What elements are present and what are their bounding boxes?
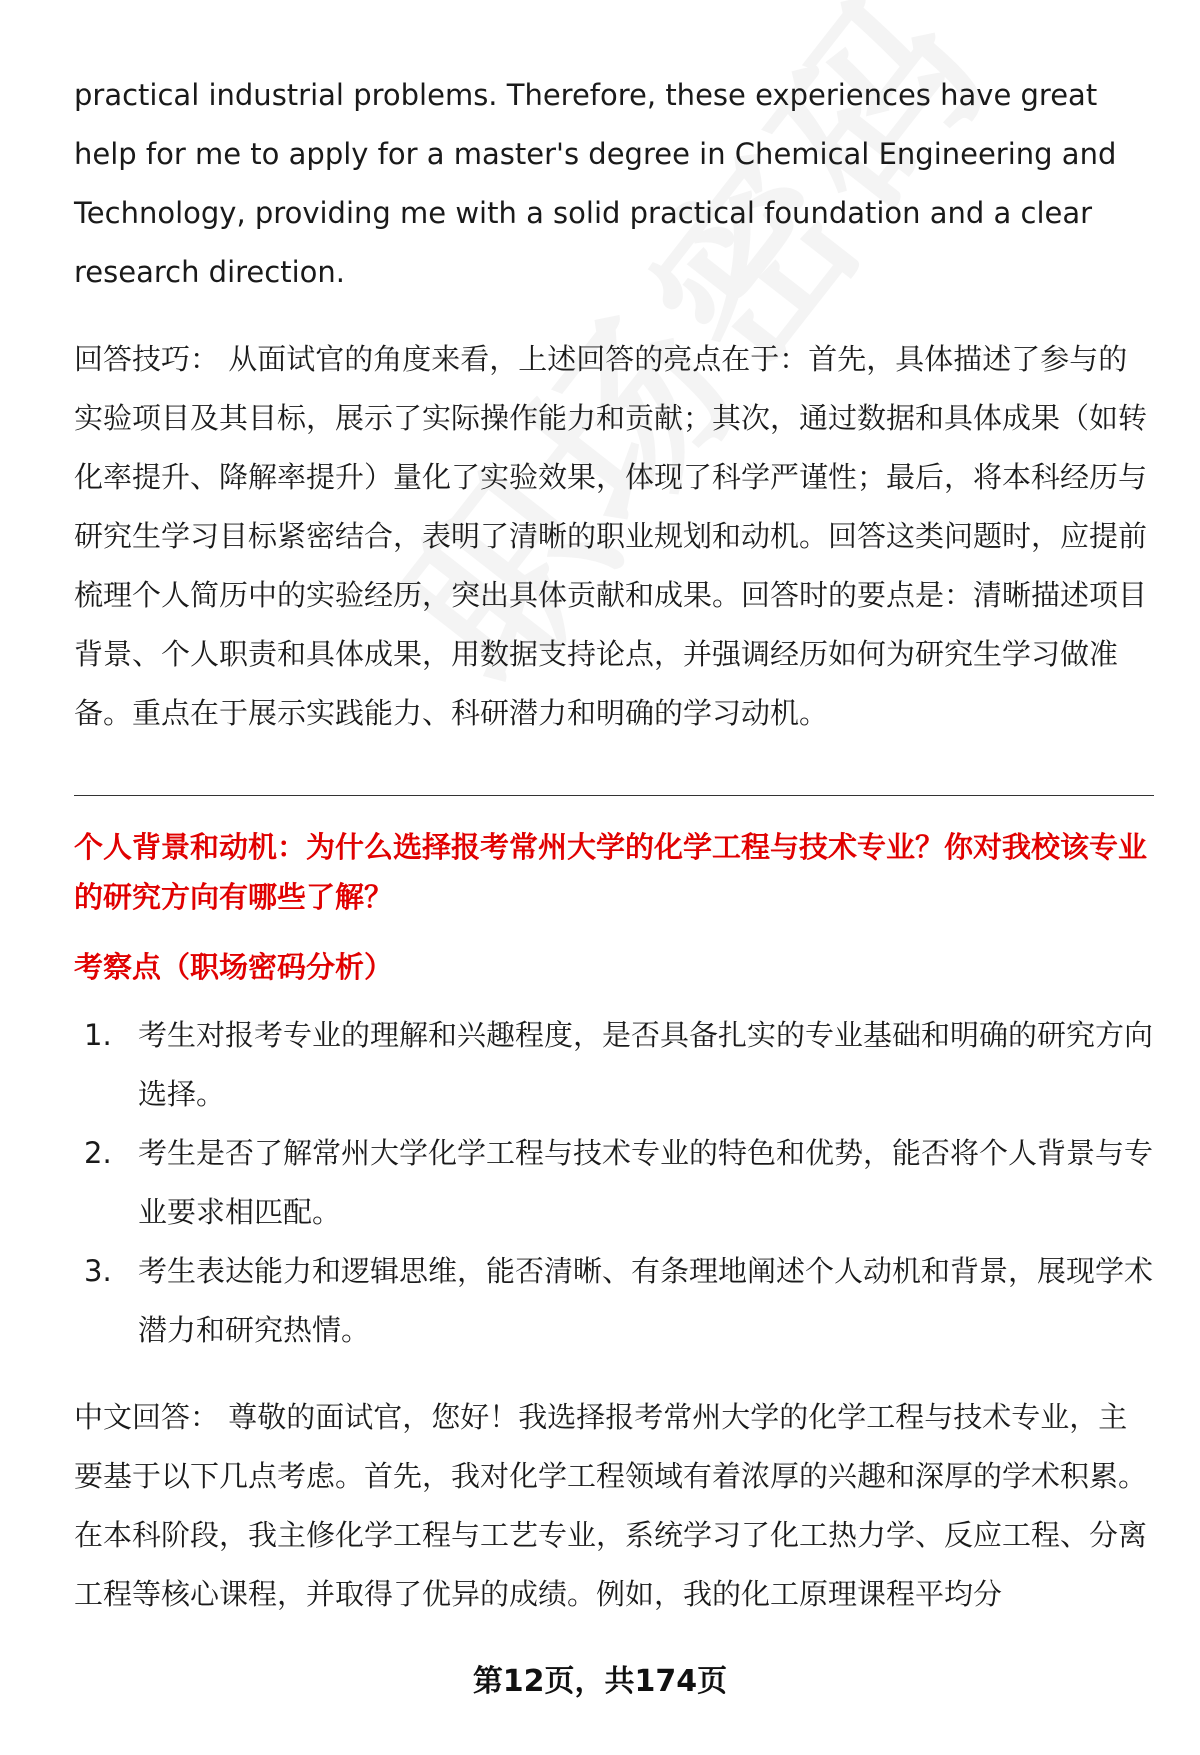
assessment-list (74, 1006, 1154, 1360)
list-item-text: 考生是否了解常州大学化学工程与技术专业的特色和优势，能否将个人背景与专业要求相匹配。 (138, 1136, 1154, 1229)
list-item-text: 考生对报考专业的理解和兴趣程度，是否具备扎实的专业基础和明确的研究方向选择。 (138, 1018, 1154, 1111)
answer-tips-text: 从面试官的角度来看，上述回答的亮点在于：首先，具体描述了参与的实验项目及其目标，展示了实际操作能力和贡献；其次，通过数据和具体成果（如转化率提升、降解率提升）量化了实验效果，体现了科学严谨性；最后，将本科经历与研究生学习目标紧密结合，表明了清晰的职业规划和动机。回答这类问题时，应提前梳理个人简历中的实验经历，突出具体贡献和成果。回答时的要点是：清晰描述项目背景、个人职责和具体成果，用数据支持论点，并强调经历如何为研究生学习做准备。重点在于展示实践能力、科研潜力和明确的学习动机。 (74, 342, 1148, 730)
question-heading: 个人背景和动机：为什么选择报考常州大学的化学工程与技术专业？你对我校该专业的研究方向有哪些了解？ (74, 830, 1148, 914)
assessment-title: 考察点（职场密码分析） (74, 950, 394, 984)
list-item-text: 考生表达能力和逻辑思维，能否清晰、有条理地阐述个人动机和背景，展现学术潜力和研究热情。 (138, 1254, 1154, 1347)
list-item (74, 1124, 1154, 1242)
answer-tips-paragraph (74, 330, 1154, 743)
chinese-answer-text: 尊敬的面试官，您好！我选择报考常州大学的化学工程与技术专业，主要基于以下几点考虑。首先，我对化学工程领域有着浓厚的兴趣和深厚的学术积累。在本科阶段，我主修化学工程与工艺专业，系统学习了化工热力学、反应工程、分离工程等核心课程，并取得了优异的成绩。例如，我的化工原理课程平均分 (74, 1400, 1148, 1611)
chinese-answer-label: 中文回答： (74, 1400, 220, 1434)
section-divider (74, 795, 1154, 796)
list-item (74, 1242, 1154, 1360)
list-item-number: 3. (84, 1254, 112, 1288)
chinese-answer-paragraph (74, 1388, 1154, 1624)
list-item-number: 2. (84, 1136, 112, 1170)
answer-tips-label: 回答技巧： (74, 342, 220, 376)
list-item-number: 1. (84, 1018, 112, 1052)
english-paragraph: practical industrial problems. Therefore, these experiences have great help for me to apply for a master's degree in Chemical Engineering and Technology, providing me with a solid practical foundation and a clear research direction. (74, 78, 1117, 289)
page-number-footer: 第12页，共174页 (472, 1664, 728, 1699)
list-item (74, 1006, 1154, 1124)
page-content (74, 66, 1154, 1624)
